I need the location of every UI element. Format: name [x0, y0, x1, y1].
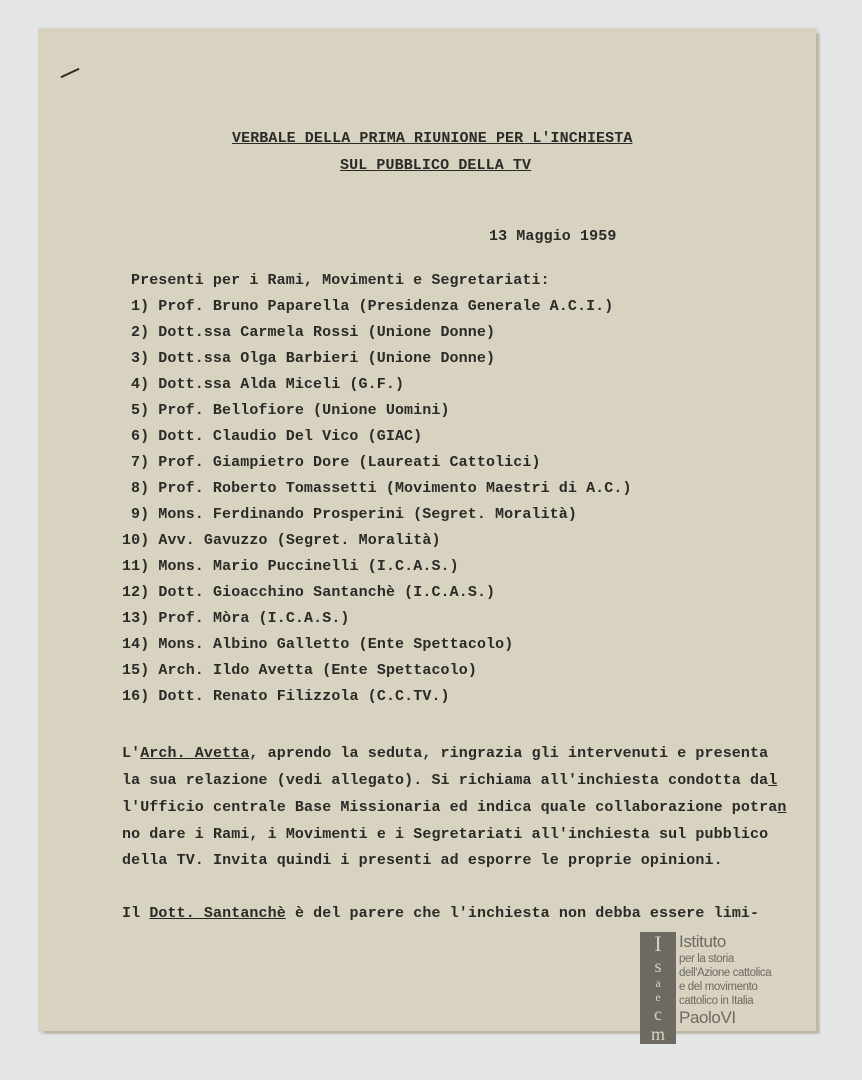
- logo-line: per la storia: [679, 953, 734, 965]
- paragraph-1-line-4: no dare i Rami, i Movimenti e i Segretariati all'inchiesta sul pubblico: [122, 826, 769, 843]
- logo-line: dell'Azione cattolica: [679, 967, 772, 979]
- logo-line: Istituto: [679, 932, 726, 951]
- paragraph-1-line-2: [122, 772, 777, 790]
- logo-letter: e: [655, 990, 661, 1004]
- logo-letter: c: [654, 1004, 662, 1024]
- attendee-item: 13) Prof. Mòra (I.C.A.S.): [122, 610, 350, 627]
- text: L': [122, 745, 141, 762]
- attendee-item: 11) Mons. Mario Puccinelli (I.C.A.S.): [122, 558, 459, 575]
- logo-monogram: [640, 932, 676, 1044]
- text: l'Ufficio centrale Base Missionaria ed indica quale collaborazione potra: [122, 799, 778, 816]
- attendee-item: 12) Dott. Gioacchino Santanchè (I.C.A.S.): [122, 584, 496, 601]
- logo-text: [679, 932, 771, 1028]
- attendee-item: 4) Dott.ssa Alda Miceli (G.F.): [131, 376, 405, 393]
- attendee-item: 9) Mons. Ferdinando Prosperini (Segret. Moralità): [131, 506, 577, 523]
- logo-letter: m: [650, 1024, 665, 1044]
- logo-line: e del movimento: [679, 981, 758, 993]
- paragraph-1-line-5: della TV. Invita quindi i presenti ad esporre le proprie opinioni.: [122, 852, 723, 869]
- text: , aprendo la seduta, ringrazia gli intervenuti e presenta: [249, 745, 769, 762]
- logo-letter: I: [654, 931, 662, 956]
- logo-line: cattolico in Italia: [679, 995, 754, 1007]
- paragraph-2-line-1: [122, 905, 759, 923]
- attendee-item: 16) Dott. Renato Filizzola (C.C.TV.): [122, 688, 450, 705]
- text: la sua relazione (vedi allegato). Si richiama all'inchiesta condotta da: [122, 772, 769, 789]
- attendee-item: 7) Prof. Giampietro Dore (Laureati Cattolici): [131, 454, 541, 471]
- title-line-1: VERBALE DELLA PRIMA RIUNIONE PER L'INCHIESTA: [232, 130, 633, 147]
- date: 13 Maggio 1959: [489, 228, 617, 245]
- speaker-name: Dott. Santanchè: [149, 905, 286, 922]
- attendee-item: 14) Mons. Albino Galletto (Ente Spettacolo): [122, 636, 514, 653]
- attendee-item: 1) Prof. Bruno Paparella (Presidenza Generale A.C.I.): [131, 298, 614, 315]
- attendee-item: 3) Dott.ssa Olga Barbieri (Unione Donne): [131, 350, 496, 367]
- text: l: [768, 772, 778, 789]
- paragraph-1-line-1: [122, 745, 768, 763]
- paragraph-1-line-3: [122, 799, 786, 817]
- attendees-heading: Presenti per i Rami, Movimenti e Segretariati:: [131, 272, 550, 289]
- logo-letter: a: [655, 976, 661, 990]
- title-line-2: SUL PUBBLICO DELLA TV: [340, 157, 532, 174]
- logo-letter: s: [654, 956, 662, 976]
- attendee-item: 15) Arch. Ildo Avetta (Ente Spettacolo): [122, 662, 477, 679]
- attendee-item: 10) Avv. Gavuzzo (Segret. Moralità): [122, 532, 441, 549]
- speaker-name: Arch. Avetta: [140, 745, 250, 762]
- text: è del parere che l'inchiesta non debba essere limi-: [285, 905, 760, 922]
- document-page: [38, 28, 816, 1031]
- text: Il: [122, 905, 150, 922]
- attendee-item: 5) Prof. Bellofiore (Unione Uomini): [131, 402, 450, 419]
- logo-line: PaoloVI: [679, 1008, 736, 1027]
- attendee-item: 2) Dott.ssa Carmela Rossi (Unione Donne): [131, 324, 496, 341]
- attendee-item: 8) Prof. Roberto Tomassetti (Movimento Maestri di A.C.): [131, 480, 632, 497]
- attendee-item: 6) Dott. Claudio Del Vico (GIAC): [131, 428, 423, 445]
- text: n: [777, 799, 787, 816]
